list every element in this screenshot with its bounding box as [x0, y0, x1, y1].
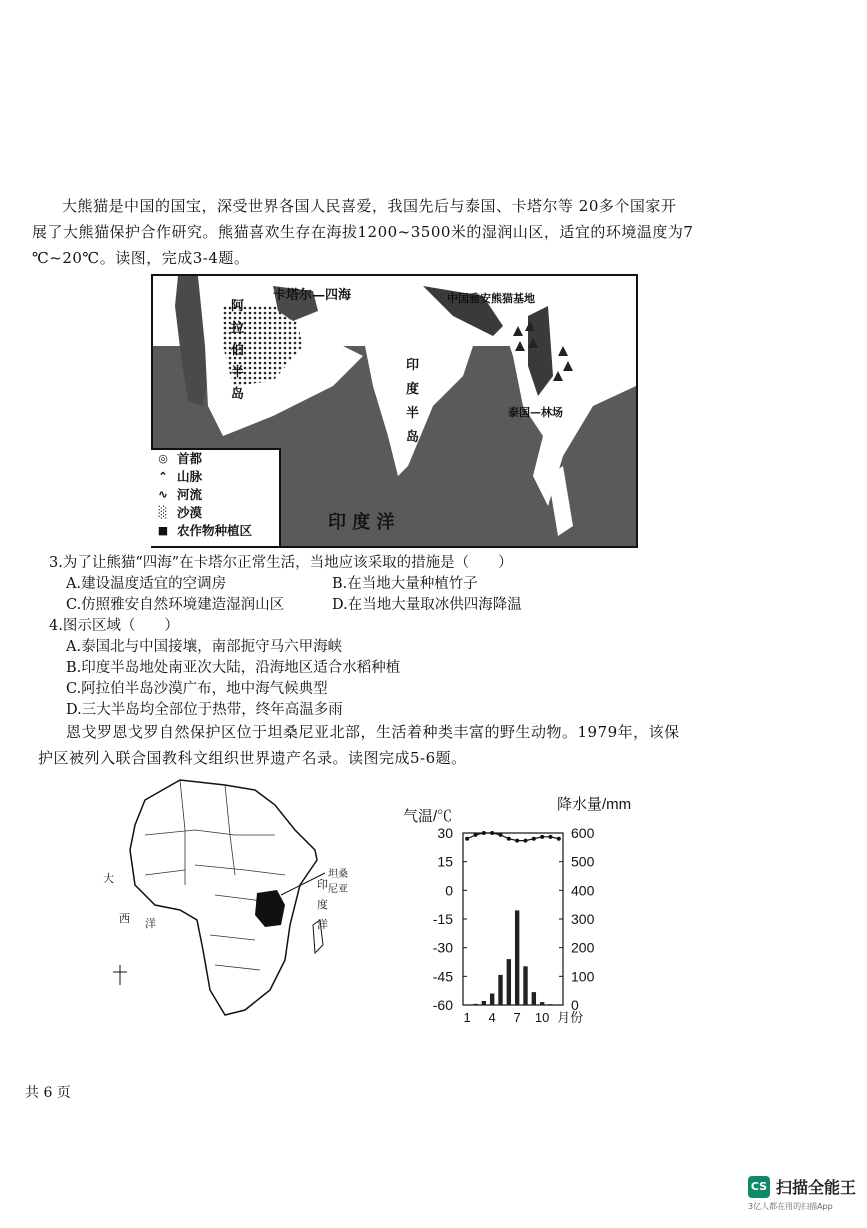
atlantic-label-3: 洋 — [145, 917, 156, 930]
q3-option-d[interactable]: D.在当地大量取冰供四海降温 — [332, 597, 522, 613]
thailand-label: 泰国—林场 — [508, 406, 563, 419]
map-legend — [151, 448, 281, 546]
temperature-point — [507, 837, 511, 841]
precip-bar — [473, 1004, 477, 1005]
precip-bar — [557, 1004, 561, 1005]
legend-item: ◎ 首都 — [151, 450, 279, 468]
temperature-point — [490, 831, 494, 835]
month-tick-label: 10 — [534, 1010, 550, 1025]
india-label: 印 度 半 岛 — [406, 358, 420, 445]
africa-map-graphic — [85, 775, 355, 1035]
mountain-icon: ⌃ — [158, 470, 168, 483]
temperature-point — [499, 833, 503, 837]
precip-bar — [540, 1002, 544, 1005]
temperature-line — [467, 833, 559, 841]
q3-option-a[interactable]: A.建设温度适宜的空调房 — [66, 576, 227, 592]
precip-bar — [515, 910, 519, 1005]
page-count: 共 6 页 — [25, 1085, 71, 1101]
desert-icon: ░ — [158, 506, 168, 519]
watermark-subtitle: 3亿人都在用的扫描App — [748, 1202, 833, 1211]
plot-frame — [463, 833, 563, 1005]
q4-option-c[interactable]: C.阿拉伯半岛沙漠广布，地中海气候典型 — [66, 681, 328, 697]
indian-ocean-label-2: 印 度 洋 — [317, 878, 328, 931]
temperature-point — [524, 839, 528, 843]
temp-tick-label: -30 — [432, 939, 453, 956]
month-tick-label: 7 — [513, 1010, 521, 1025]
intro-paragraph-2 — [38, 719, 696, 771]
qatar-label: 卡塔尔—四海 — [273, 288, 352, 303]
question-3-stem: 3.为了让熊猫“四海”在卡塔尔正常生活，当地应该采取的措施是（ ） — [49, 555, 513, 571]
precip-tick-label: 400 — [571, 882, 595, 899]
precip-bar — [532, 992, 536, 1005]
q3-option-b[interactable]: B.在当地大量种植竹子 — [332, 576, 478, 592]
temp-tick-label: 30 — [437, 825, 453, 841]
intro-line: 恩戈罗恩戈罗自然保护区位于坦桑尼亚北部，生活着种类丰富的野生动物。1979年，该保 — [66, 723, 680, 741]
precip-tick-label: 500 — [571, 853, 595, 870]
precip-bar — [490, 994, 494, 1005]
temp-tick-label: -60 — [432, 997, 453, 1013]
precip-bar — [465, 1004, 469, 1005]
temp-tick-label: 15 — [437, 853, 453, 870]
temperature-point — [515, 839, 519, 843]
arabia-label: 阿 拉 伯 半 岛 — [231, 299, 245, 402]
temperature-point — [482, 831, 486, 835]
precip-bar — [498, 975, 502, 1005]
intro-paragraph-1 — [32, 193, 702, 271]
precip-bar — [507, 959, 511, 1005]
watermark-name: 扫描全能王 — [776, 1178, 857, 1197]
temperature-point — [532, 837, 536, 841]
indian-ocean-label: 印 度 洋 — [328, 512, 395, 533]
precip-bar — [548, 1004, 552, 1005]
ya-an-label: 中国雅安熊猫基地 — [447, 292, 535, 305]
temp-tick-label: -45 — [432, 968, 453, 985]
crop-icon: ■ — [157, 524, 169, 537]
scanner-watermark — [748, 1175, 856, 1212]
q4-option-d[interactable]: D.三大半岛均全部位于热带，终年高温多雨 — [66, 702, 343, 718]
camscanner-logo: CS — [748, 1176, 770, 1198]
precip-bar — [523, 966, 527, 1005]
temperature-point — [540, 835, 544, 839]
month-tick-label: 1 — [463, 1010, 471, 1025]
precip-tick-label: 600 — [571, 825, 595, 841]
temperature-point — [557, 837, 561, 841]
legend-item: ∿ 河流 — [151, 486, 279, 504]
temp-tick-label: -15 — [432, 911, 453, 927]
intro-line: 大熊猫是中国的国宝，深受世界各国人民喜爱，我国先后与泰国、卡塔尔等 20多个国家开 — [62, 197, 677, 215]
intro-line: ℃~20℃。读图，完成3-4题。 — [32, 249, 250, 267]
q4-option-a[interactable]: A.泰国北与中国接壤，南部扼守马六甲海峡 — [66, 639, 343, 655]
legend-item: ■ 农作物种植区 — [151, 522, 279, 540]
q4-option-b[interactable]: B.印度半岛地处南亚次大陆，沿海地区适合水稻种植 — [66, 660, 401, 676]
tanzania-label: 坦桑尼亚 — [328, 869, 348, 895]
temp-tick-label: 0 — [445, 882, 453, 899]
month-unit-label: 月份 — [557, 1010, 584, 1025]
climate-chart-svg — [395, 795, 665, 1030]
question-4-stem: 4.图示区域（ ） — [49, 618, 179, 634]
intro-line: 护区被列入联合国教科文组织世界遗产名录。读图完成5-6题。 — [38, 749, 467, 767]
precip-bar — [482, 1001, 486, 1005]
capital-icon: ◎ — [158, 452, 168, 465]
river-icon: ∿ — [158, 488, 168, 501]
legend-item: ░ 沙漠 — [151, 504, 279, 522]
legend-item: ⌃ 山脉 — [151, 468, 279, 486]
atlantic-label-2: 西 — [119, 912, 130, 925]
precip-tick-label: 100 — [571, 968, 595, 985]
temperature-point — [549, 835, 553, 839]
intro-line: 展了大熊猫保护合作研究。熊猫喜欢生存在海拔1200~3500米的湿润山区，适宜的环境温度为7 — [32, 223, 694, 241]
month-tick-label: 4 — [488, 1010, 496, 1025]
temp-axis-title: 气温/℃ — [403, 808, 453, 825]
temperature-point — [465, 837, 469, 841]
precip-axis-title: 降水量/mm — [557, 796, 632, 813]
climate-chart — [395, 795, 665, 1030]
temperature-point — [474, 833, 478, 837]
atlantic-label-1: 大 — [103, 872, 114, 885]
africa-map — [85, 775, 355, 1035]
q3-option-c[interactable]: C.仿照雅安自然环境建造湿润山区 — [66, 597, 285, 613]
precip-tick-label: 0 — [571, 997, 579, 1013]
precip-tick-label: 300 — [571, 911, 595, 927]
precip-tick-label: 200 — [571, 939, 595, 956]
